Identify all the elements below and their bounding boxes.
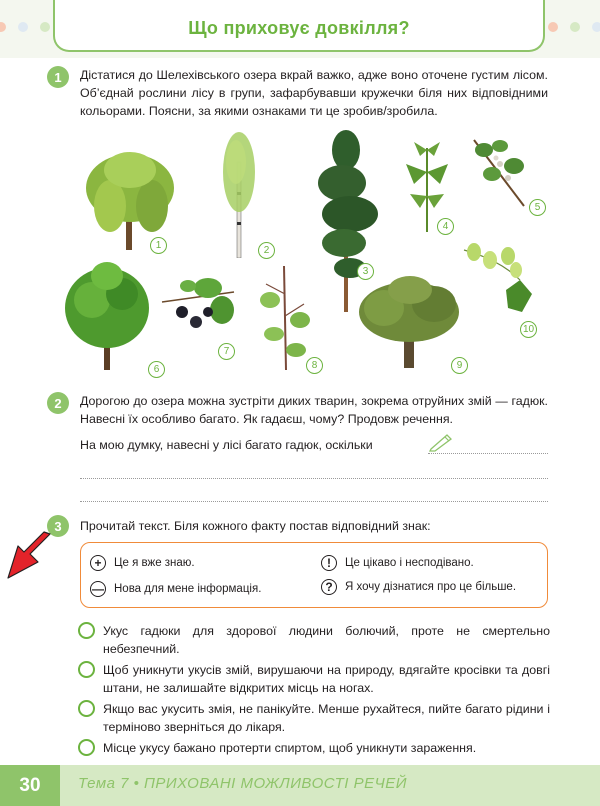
exclamation-icon: ! [321,555,337,571]
plant-number-5[interactable]: 5 [529,199,546,216]
plant-number-10[interactable]: 10 [520,321,537,338]
answer-line-1[interactable] [428,453,548,454]
plant-number-7[interactable]: 7 [218,343,235,360]
minus-icon: — [92,582,104,596]
topic-title: Тема 7 • ПРИХОВАНІ МОЖЛИВОСТІ РЕЧЕЙ [78,775,407,792]
task-3-text: Прочитай текст. Біля кожного факту постав відповідний знак: [80,519,431,533]
task-3-number: 3 [47,515,69,537]
fact-item-3 [78,700,550,736]
legend-plus-label: Це я вже знаю. [114,557,195,569]
plant-number-4[interactable]: 4 [437,218,454,235]
pencil-icon [428,432,454,452]
legend-exclamation-label: Це цікаво і несподівано. [345,557,474,569]
legend-question [321,579,516,595]
blackberry-branch-image [160,272,238,344]
linden-tree-image [62,260,152,370]
fact-item-2 [78,661,550,697]
page-number: 30 [0,765,60,806]
task-1-text: Дістатися до Шелехівського озера вкрай важко, адже воно оточене густим лісом. Об’єднай рослини лісу в групи, зафарбувавши кружечки біля них відповідними кольорами. Поясни, за якими ознаками ти це зробив/зробила. [80,68,548,118]
fact-item-4 [78,739,550,757]
fact-2-text: Щоб уникнути укусів змій, вирушаючи на природу, вдягайте кросівки та довгі штани, не залишайте відкритих місць на ногах. [103,663,550,695]
plant-number-1[interactable]: 1 [150,237,167,254]
legend-minus [90,581,261,597]
task-2-number: 2 [47,392,69,414]
plant-number-6[interactable]: 6 [148,361,165,378]
fact-item-1 [78,622,550,658]
hazel-branch-image [256,264,312,372]
legend-exclamation [321,555,474,571]
fact-4-mark-circle[interactable] [78,739,95,756]
willow-tree-image [80,148,180,250]
plus-icon: + [90,555,106,571]
hop-plant-image [460,240,536,320]
oak-tree-image [358,272,460,368]
legend-minus-label: Нова для мене інформація. [114,583,262,595]
plant-number-9[interactable]: 9 [451,357,468,374]
fact-4-text: Місце укусу бажано протерти спиртом, щоб уникнути зараження. [103,741,477,755]
opinion-sentence: На мою думку, навесні у лісі багато гадюк, оскільки [80,438,373,452]
symbols-legend [80,542,548,608]
fact-3-mark-circle[interactable] [78,700,95,717]
task-2-text: Дорогою до озера можна зустріти диких тварин, зокрема отруйних змій — гадюк. Навесні їх особливо багато. Як гадаєш, чому? Продовж речення. [80,394,548,426]
legend-plus [90,555,195,571]
answer-line-3[interactable] [80,501,548,502]
plant-number-2[interactable]: 2 [258,242,275,259]
fact-2-mark-circle[interactable] [78,661,95,678]
fact-1-text: Укус гадюки для здорової людини болючий, проте не смертельно небезпечний. [103,624,550,656]
red-arrow-icon [4,530,54,582]
plant-number-3[interactable]: 3 [357,263,374,280]
answer-line-2[interactable] [80,478,548,479]
page-title: Що приховує довкілля? [188,17,410,38]
fact-3-text: Якщо вас укусить змія, не панікуйте. Менше рухайтеся, пийте багато рідини і терміново зверніться до лікаря. [103,702,550,734]
plant-number-8[interactable]: 8 [306,357,323,374]
legend-question-label: Я хочу дізнатися про це більше. [345,581,517,593]
birch-tree-image [218,132,260,258]
fact-1-mark-circle[interactable] [78,622,95,639]
page-title-box [53,0,545,52]
question-icon: ? [321,579,337,595]
alder-branch-image [470,132,532,214]
task-1-number: 1 [47,66,69,88]
